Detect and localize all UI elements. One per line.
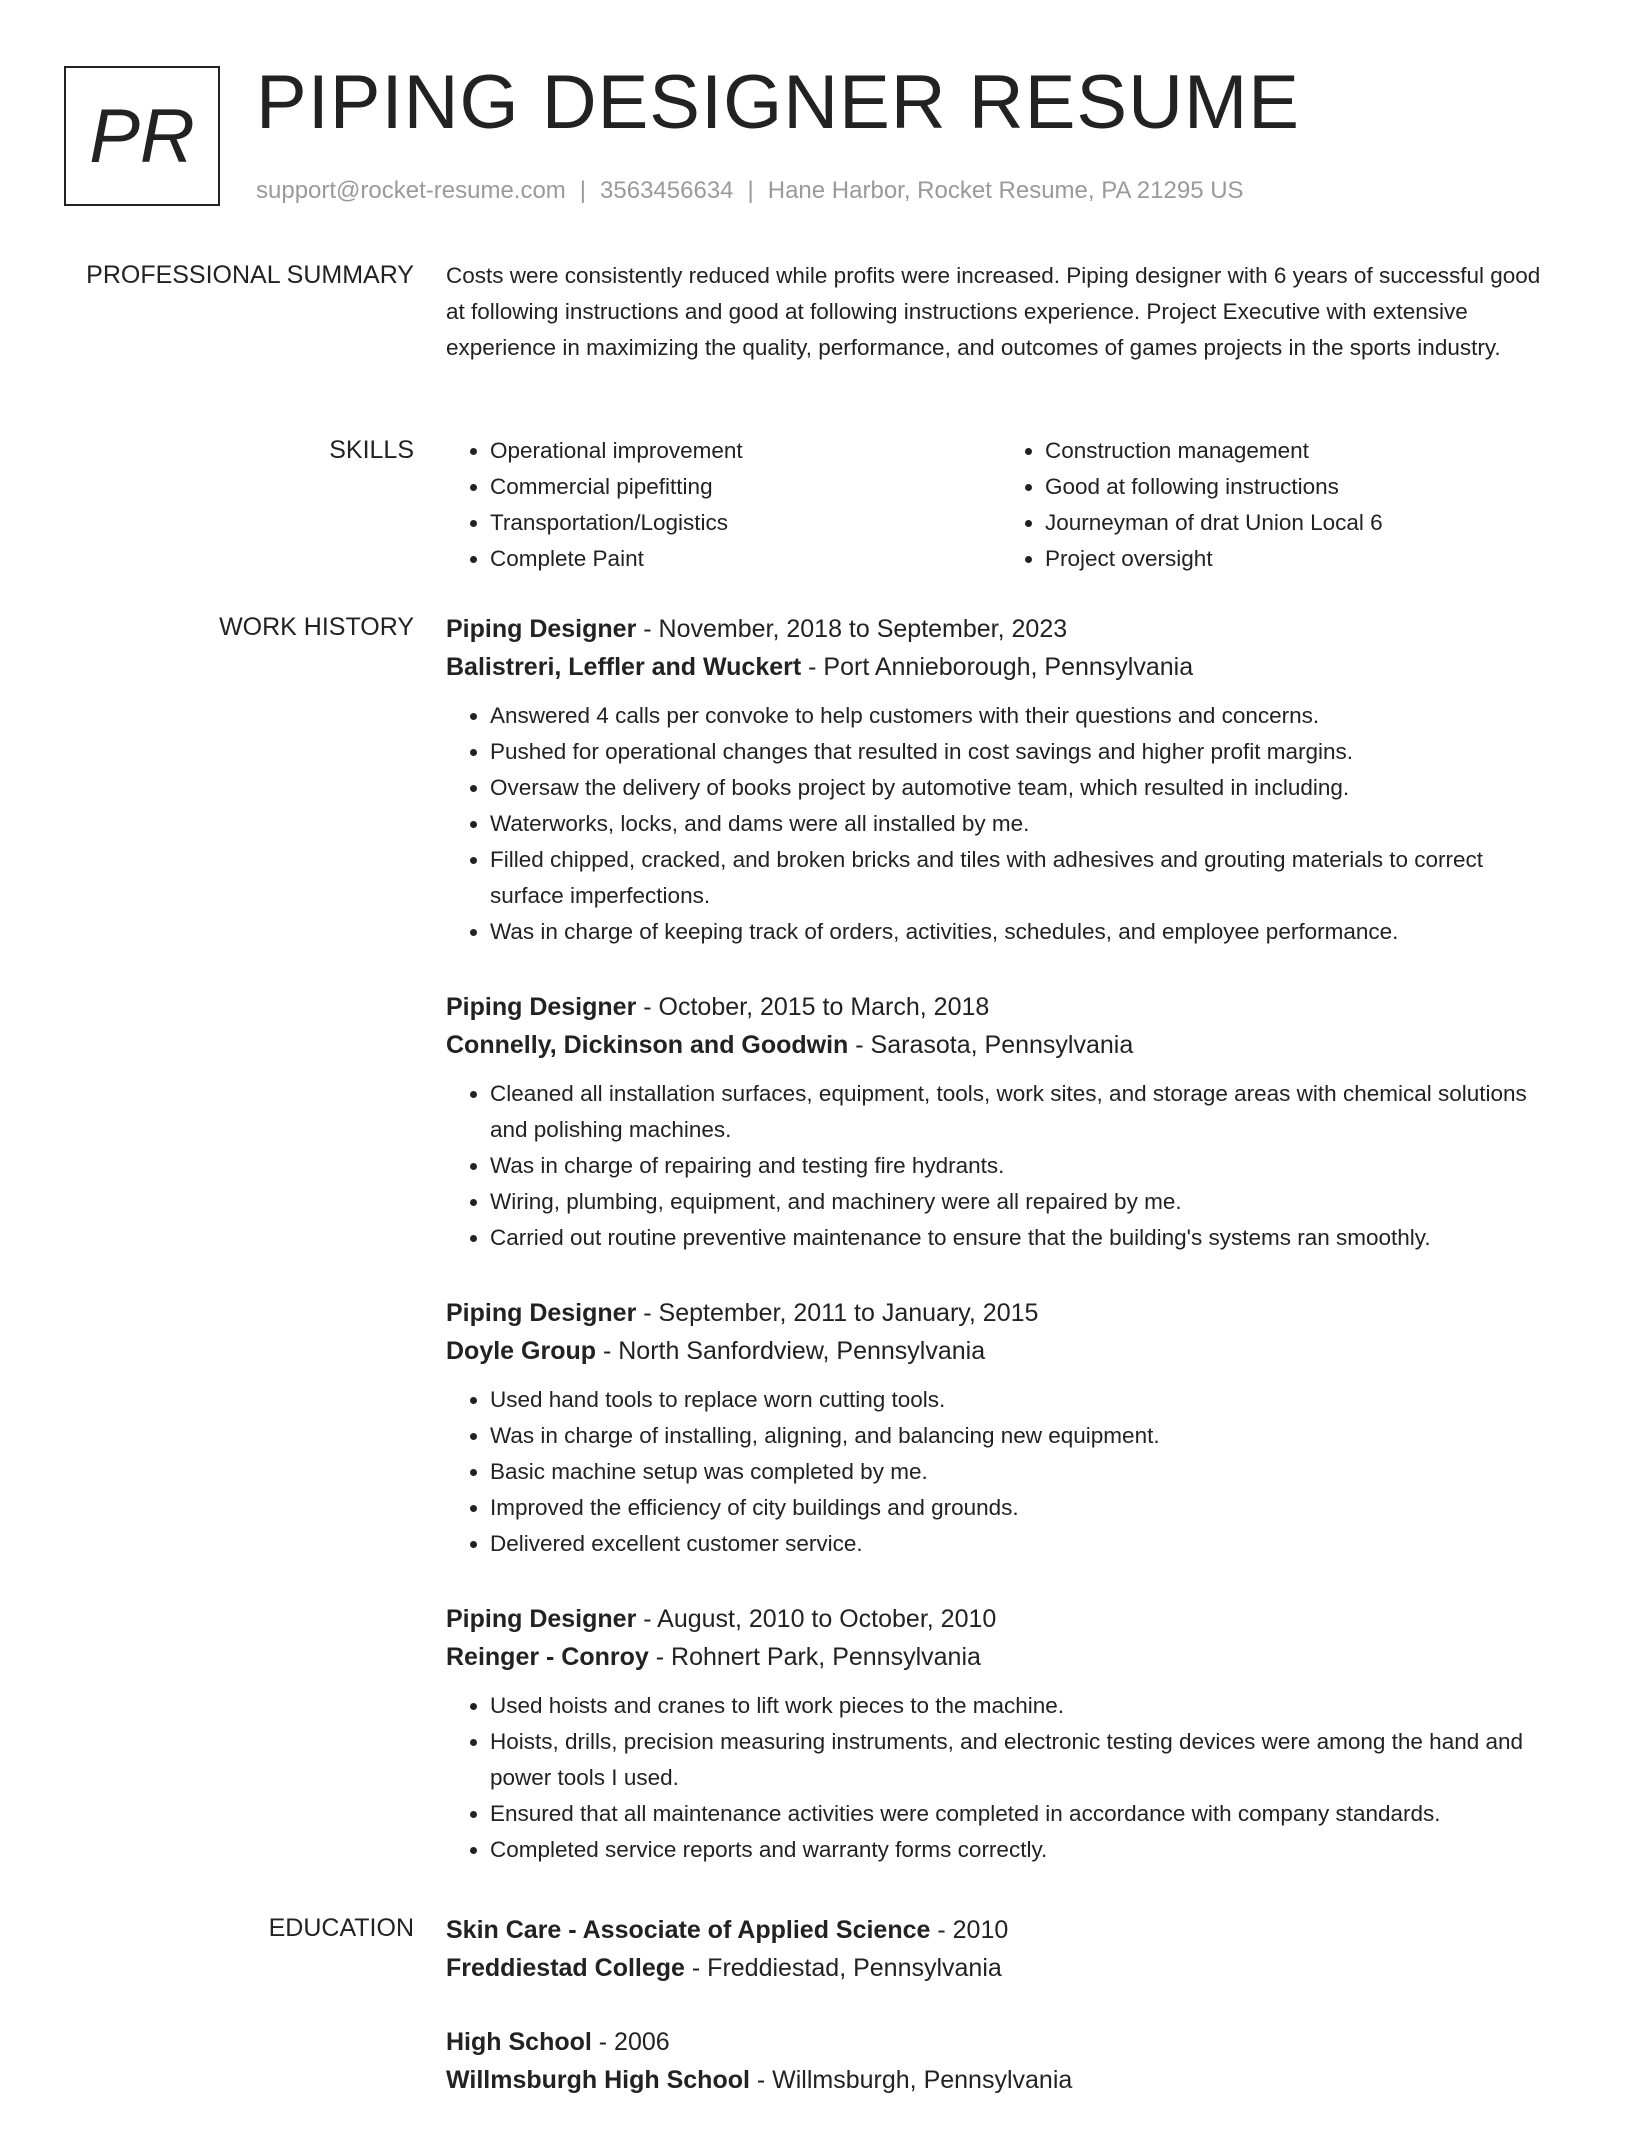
job-bullets: [446, 1382, 1556, 1562]
job-title: Piping Designer: [446, 1605, 637, 1633]
job-entry: [446, 988, 1556, 1256]
job-entry: [446, 1294, 1556, 1562]
job-bullet: • Improved the efficiency of city buildings and grounds.: [490, 1490, 1556, 1526]
job-entry: [446, 1600, 1556, 1868]
job-bullet: • Pushed for operational changes that resulted in cost savings and higher profit margins.: [490, 734, 1556, 770]
education-location: - Freddiestad, Pennsylvania: [684, 1954, 1002, 1982]
job-bullet: • Answered 4 calls per convoke to help customers with their questions and concerns.: [490, 698, 1556, 734]
skills-column-2: [1001, 433, 1556, 577]
job-company: Reinger - Conroy: [446, 1643, 649, 1671]
education-school: Willmsburgh High School: [446, 2066, 750, 2094]
job-company: Connelly, Dickinson and Goodwin: [446, 1031, 849, 1059]
education-location: - Willmsburgh, Pennsylvania: [749, 2066, 1073, 2094]
job-bullet: • Carried out routine preventive maintenance to ensure that the building's systems ran smoothly.: [490, 1220, 1556, 1256]
job-bullet: • Used hoists and cranes to lift work pieces to the machine.: [490, 1688, 1556, 1724]
job-dates: - November, 2018 to September, 2023: [636, 615, 1068, 643]
contact-line: [256, 176, 1244, 206]
skills-column-1: [446, 433, 1001, 577]
job-bullets: [446, 1076, 1556, 1256]
skills-grid: [446, 433, 1556, 577]
skill-item: • Good at following instructions: [1045, 469, 1556, 505]
education-year: - 2010: [930, 1916, 1009, 1944]
monogram-initials: PR: [89, 93, 195, 179]
section-label-education: EDUCATION: [268, 1914, 414, 1942]
job-bullet: • Was in charge of installing, aligning, and balancing new equipment.: [490, 1418, 1556, 1454]
skill-item: • Construction management: [1045, 433, 1556, 469]
section-label-skills: SKILLS: [329, 436, 414, 464]
job-bullets: [446, 1688, 1556, 1868]
education-degree: Skin Care - Associate of Applied Science: [446, 1916, 931, 1944]
job-dates: - October, 2015 to March, 2018: [636, 993, 990, 1021]
job-bullet: • Was in charge of repairing and testing fire hydrants.: [490, 1148, 1556, 1184]
education-school: Freddiestad College: [446, 1954, 685, 1982]
monogram-box: [64, 66, 220, 206]
skill-item: • Operational improvement: [490, 433, 1001, 469]
job-bullet: • Filled chipped, cracked, and broken bricks and tiles with adhesives and grouting materials to correct surface imperfections.: [490, 842, 1556, 914]
job-title: Piping Designer: [446, 615, 637, 643]
job-location: - Port Annieborough, Pennsylvania: [801, 653, 1194, 681]
job-bullet: • Waterworks, locks, and dams were all installed by me.: [490, 806, 1556, 842]
job-bullet: • Wiring, plumbing, equipment, and machinery were all repaired by me.: [490, 1184, 1556, 1220]
job-bullet: • Used hand tools to replace worn cutting tools.: [490, 1382, 1556, 1418]
resume-title: PIPING DESIGNER RESUME: [256, 60, 1300, 145]
education-entry: [446, 2023, 1556, 2099]
skill-item: • Commercial pipefitting: [490, 469, 1001, 505]
job-bullet: • Cleaned all installation surfaces, equipment, tools, work sites, and storage areas with chemical solutions and polishing machines.: [490, 1076, 1556, 1148]
job-location: - Sarasota, Pennsylvania: [848, 1031, 1134, 1059]
section-label-summary: PROFESSIONAL SUMMARY: [86, 261, 414, 289]
education-year: - 2006: [591, 2028, 670, 2056]
job-bullets: [446, 698, 1556, 950]
job-title: Piping Designer: [446, 993, 637, 1021]
education-degree: High School: [446, 2028, 592, 2056]
contact-phone[interactable]: 3563456634: [600, 177, 734, 204]
job-title: Piping Designer: [446, 1299, 637, 1327]
skill-item: • Journeyman of drat Union Local 6: [1045, 505, 1556, 541]
job-bullet: • Hoists, drills, precision measuring instruments, and electronic testing devices were among the hand and power tools I used.: [490, 1724, 1556, 1796]
job-dates: - August, 2010 to October, 2010: [636, 1605, 997, 1633]
job-location: - Rohnert Park, Pennsylvania: [648, 1643, 981, 1671]
skill-item: • Complete Paint: [490, 541, 1001, 577]
job-bullet: • Basic machine setup was completed by me.: [490, 1454, 1556, 1490]
job-bullet: • Oversaw the delivery of books project by automotive team, which resulted in including.: [490, 770, 1556, 806]
job-dates: - September, 2011 to January, 2015: [636, 1299, 1039, 1327]
contact-separator: |: [579, 177, 587, 204]
job-bullet: • Completed service reports and warranty forms correctly.: [490, 1832, 1556, 1868]
job-company: Doyle Group: [446, 1337, 597, 1365]
skill-item: • Transportation/Logistics: [490, 505, 1001, 541]
section-label-work-history: WORK HISTORY: [219, 613, 414, 641]
contact-address: Hane Harbor, Rocket Resume, PA 21295 US: [767, 177, 1244, 204]
education-entry: [446, 1911, 1556, 1987]
job-location: - North Sanfordview, Pennsylvania: [596, 1337, 986, 1365]
job-bullet: • Ensured that all maintenance activities were completed in accordance with company standards.: [490, 1796, 1556, 1832]
job-company: Balistreri, Leffler and Wuckert: [446, 653, 802, 681]
job-bullet: • Delivered excellent customer service.: [490, 1526, 1556, 1562]
contact-email[interactable]: support@rocket-resume.com: [256, 177, 566, 204]
contact-separator: |: [747, 177, 754, 204]
job-bullet: • Was in charge of keeping track of orders, activities, schedules, and employee performance.: [490, 914, 1556, 950]
skill-item: • Project oversight: [1045, 541, 1556, 577]
summary-text: Costs were consistently reduced while profits were increased. Piping designer with 6 years of successful good at following instructions and good at following instructions experience. Project Executive with extensive experience in maximizing the quality, performance, and outcomes of games projects in the sports industry.: [446, 263, 1541, 360]
job-entry: [446, 610, 1556, 950]
